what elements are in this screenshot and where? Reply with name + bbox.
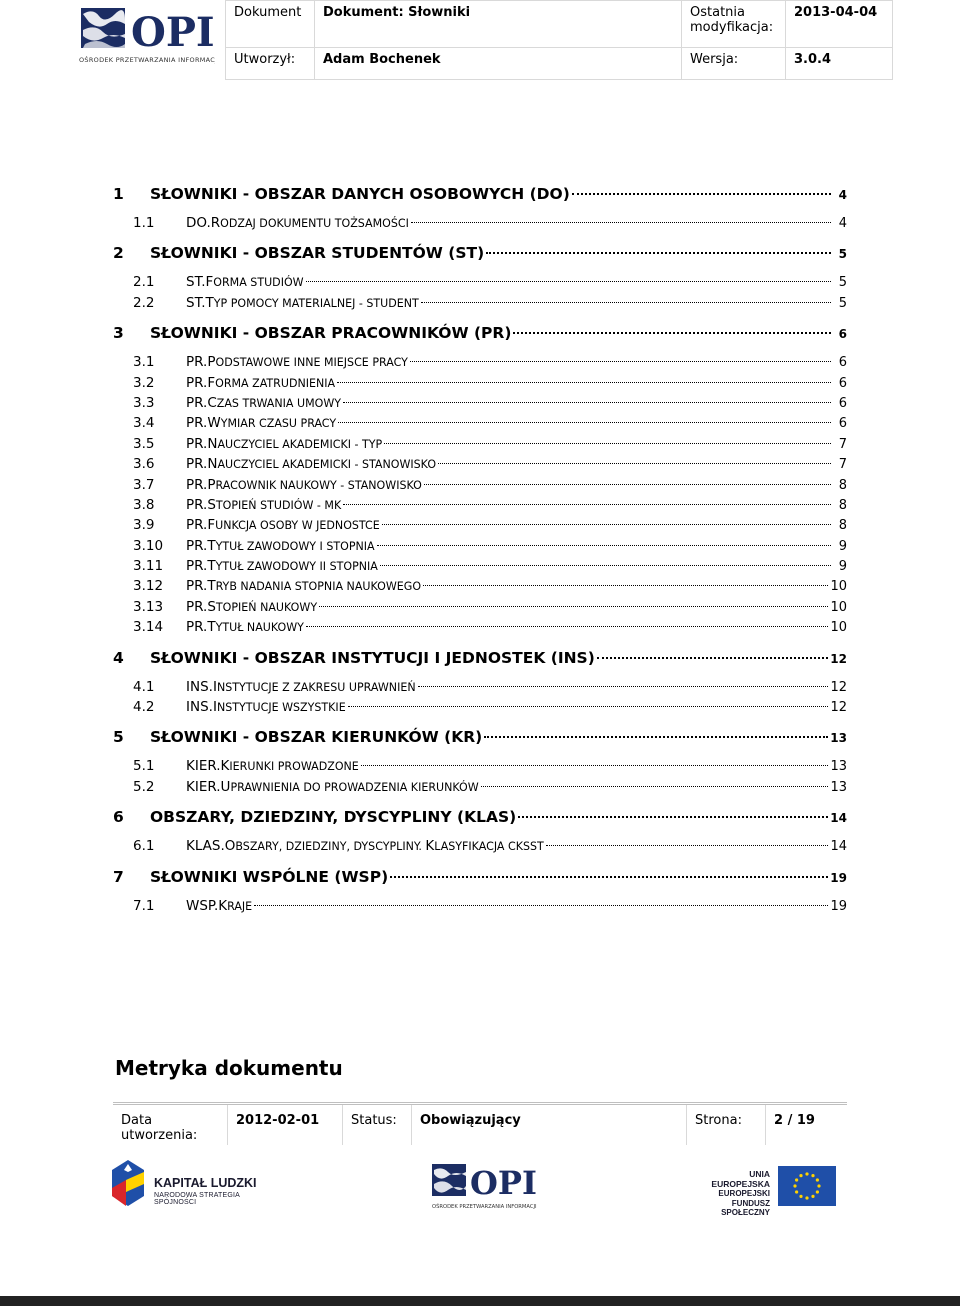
toc-entry-number: 3.13 <box>133 598 164 615</box>
toc-leader-dots <box>377 545 831 546</box>
toc-entry-title: PR.CZAS TRWANIA UMOWY <box>186 394 342 411</box>
toc-entry[interactable] <box>113 413 847 433</box>
toc-entry-title: SŁOWNIKI - OBSZAR KIERUNKÓW (KR) <box>150 728 483 747</box>
toc-entry-page: 8 <box>838 518 847 534</box>
eu-line-1: UNIA EUROPEJSKA <box>711 1169 770 1189</box>
toc-entry-title: PR.NAUCZYCIEL AKADEMICKI - STANOWISKO <box>186 456 437 473</box>
toc-entry[interactable] <box>113 352 847 372</box>
eu-star <box>805 1172 808 1175</box>
toc-entry[interactable] <box>113 434 847 454</box>
metrics-title: Metryka dokumentu <box>115 1056 343 1080</box>
toc-leader-dots <box>597 657 828 659</box>
toc-entry-title: SŁOWNIKI - OBSZAR INSTYTUCJI I JEDNOSTEK (INS) <box>150 648 595 667</box>
toc-entry-page: 14 <box>830 839 847 855</box>
opi-footer-logo <box>432 1164 542 1212</box>
toc-leader-dots <box>418 686 829 687</box>
page-bottom-bar <box>0 1296 960 1306</box>
eu-line-2: EUROPEJSKI <box>718 1189 770 1198</box>
eu-star <box>811 1174 814 1177</box>
kapital-ludzki-subtitle: NARODOWA STRATEGIA SPÓJNOŚCI <box>154 1192 240 1206</box>
toc-entry[interactable] <box>113 239 847 268</box>
toc-entry-number: 3.12 <box>133 578 164 595</box>
toc-entry-page: 5 <box>838 295 847 311</box>
toc-entry[interactable] <box>113 777 847 797</box>
toc-entry-number: 7.1 <box>133 897 155 914</box>
table-of-contents <box>113 180 847 916</box>
toc-entry-title: KIER.KIERUNKI PROWADZONE <box>186 758 359 775</box>
toc-entry-title: PR.PRACOWNIK NAUKOWY - STANOWISKO <box>186 476 422 493</box>
author-value: Adam Bochenek <box>315 48 682 80</box>
toc-leader-dots <box>423 585 828 586</box>
toc-entry-title: WSP.KRAJE <box>186 897 253 914</box>
toc-entry-title: INS.INSTYTUCJE Z ZAKRESU UPRAWNIEŃ <box>186 678 416 695</box>
toc-entry-title: KLAS.OBSZARY, DZIEDZINY, DYSCYPLINY. KLASYFIKACJA CKSST <box>186 838 544 855</box>
toc-entry[interactable] <box>113 495 847 515</box>
toc-entry-number: 3.2 <box>133 374 155 391</box>
toc-leader-dots <box>382 524 831 525</box>
toc-entry[interactable] <box>113 863 847 892</box>
toc-entry-page: 19 <box>830 898 847 914</box>
eu-star <box>811 1195 814 1198</box>
toc-entry-page: 7 <box>838 436 847 452</box>
kapital-ludzki-logo <box>108 1158 278 1208</box>
toc-entry-page: 6 <box>838 355 847 371</box>
toc-leader-dots <box>348 706 829 707</box>
toc-entry-page: 6 <box>838 375 847 391</box>
toc-entry-title: SŁOWNIKI - OBSZAR PRACOWNIKÓW (PR) <box>150 324 512 343</box>
eu-star <box>816 1178 819 1181</box>
page-value: 2 / 19 <box>774 1113 815 1128</box>
eu-star <box>799 1174 802 1177</box>
toc-entry-number: 3.9 <box>133 517 155 534</box>
toc-leader-dots <box>306 281 831 282</box>
toc-leader-dots <box>343 504 831 505</box>
opi-logo-text: OPI <box>131 9 215 56</box>
toc-leader-dots <box>484 736 828 738</box>
toc-leader-dots <box>546 845 829 846</box>
eu-line-3: FUNDUSZ SPOŁECZNY <box>721 1198 770 1217</box>
toc-entry[interactable] <box>113 896 847 916</box>
toc-entry-number: 5.2 <box>133 778 155 795</box>
kapital-ludzki-emblem-icon <box>108 1158 148 1208</box>
toc-entry[interactable] <box>113 723 847 752</box>
toc-entry-number: 3.10 <box>133 537 164 554</box>
version-label: Wersja: <box>682 48 786 80</box>
toc-entry-page: 10 <box>830 579 847 595</box>
eu-star <box>805 1196 808 1199</box>
toc-entry[interactable] <box>113 319 847 348</box>
metrics-table <box>113 1102 847 1145</box>
toc-entry-number: 1 <box>113 185 124 203</box>
toc-leader-dots <box>486 252 831 254</box>
toc-entry-page: 9 <box>838 538 847 554</box>
toc-entry-title: PR.TYTUŁ NAUKOWY <box>186 619 304 636</box>
document-value: Dokument: Słowniki <box>315 1 682 48</box>
author-label: Utworzył: <box>226 48 315 80</box>
status-label: Status: <box>343 1104 412 1146</box>
toc-entry-page: 7 <box>838 457 847 473</box>
toc-entry[interactable] <box>113 644 847 673</box>
toc-entry[interactable] <box>113 556 847 576</box>
toc-entry[interactable] <box>113 454 847 474</box>
toc-entry-page: 12 <box>830 651 847 666</box>
toc-entry-title: PR.WYMIAR CZASU PRACY <box>186 415 337 432</box>
toc-entry[interactable] <box>113 515 847 535</box>
toc-entry-page: 14 <box>830 811 847 826</box>
toc-entry-page: 9 <box>838 559 847 575</box>
toc-entry-number: 3.7 <box>133 476 155 493</box>
eu-logo <box>690 1166 836 1217</box>
toc-leader-dots <box>410 361 831 362</box>
toc-leader-dots <box>254 905 828 906</box>
toc-entry-number: 6 <box>113 808 124 827</box>
toc-leader-dots <box>338 422 831 423</box>
toc-leader-dots <box>343 402 831 403</box>
toc-entry-title: PR.STOPIEŃ STUDIÓW - MK <box>186 496 342 513</box>
toc-entry-number: 3.3 <box>133 394 155 411</box>
toc-entry-page: 6 <box>838 327 847 342</box>
kapital-ludzki-title: KAPITAŁ LUDZKI <box>154 1176 257 1190</box>
toc-leader-dots <box>421 302 831 303</box>
toc-entry-number: 7 <box>113 867 124 886</box>
toc-entry-title: PR.NAUCZYCIEL AKADEMICKI - TYP <box>186 435 383 452</box>
toc-entry[interactable] <box>113 393 847 413</box>
toc-entry[interactable] <box>113 836 847 856</box>
toc-entry[interactable] <box>113 677 847 697</box>
toc-leader-dots <box>513 332 831 334</box>
toc-leader-dots <box>411 222 831 223</box>
footer-logos <box>100 1154 840 1216</box>
eu-star <box>795 1178 798 1181</box>
toc-entry-page: 8 <box>838 497 847 513</box>
opi-footer-logo-text: OPI <box>470 1164 537 1202</box>
toc-entry[interactable] <box>113 272 847 292</box>
toc-entry-number: 3.14 <box>133 619 164 636</box>
toc-leader-dots <box>319 606 828 607</box>
toc-leader-dots <box>572 193 831 195</box>
toc-entry-title: PR.TYTUŁ ZAWODOWY I STOPNIA <box>186 537 375 554</box>
toc-entry-title: PR.FUNKCJA OSOBY W JEDNOSTCE <box>186 517 380 534</box>
eu-flag-icon <box>778 1166 836 1206</box>
eu-star <box>793 1184 796 1187</box>
created-label: Data utworzenia: <box>113 1104 228 1146</box>
eu-star <box>799 1195 802 1198</box>
toc-entry-page: 6 <box>838 395 847 411</box>
toc-entry-title: INS.INSTYTUCJE WSZYSTKIE <box>186 699 346 716</box>
toc-entry-page: 13 <box>830 779 847 795</box>
toc-entry-page: 5 <box>838 275 847 291</box>
toc-entry-number: 3.1 <box>133 354 155 371</box>
toc-entry-title: SŁOWNIKI WSPÓLNE (WSP) <box>150 867 389 886</box>
toc-entry[interactable] <box>113 803 847 832</box>
toc-entry-number: 5.1 <box>133 758 155 775</box>
toc-entry-page: 8 <box>838 477 847 493</box>
toc-entry-title: SŁOWNIKI - OBSZAR DANYCH OSOBOWYCH (DO) <box>150 185 570 203</box>
toc-leader-dots <box>306 626 829 627</box>
toc-entry-number: 2.2 <box>133 294 155 311</box>
toc-entry-title: PR.STOPIEŃ NAUKOWY <box>186 598 318 615</box>
toc-leader-dots <box>361 765 829 766</box>
toc-entry[interactable] <box>113 180 847 209</box>
toc-entry-number: 3.6 <box>133 456 155 473</box>
document-header-table <box>225 0 893 80</box>
toc-entry[interactable] <box>113 475 847 495</box>
toc-entry-title: SŁOWNIKI - OBSZAR STUDENTÓW (ST) <box>150 244 485 263</box>
toc-entry-number: 1.1 <box>133 215 155 231</box>
toc-entry[interactable] <box>113 536 847 556</box>
toc-entry-page: 10 <box>830 599 847 615</box>
toc-entry-title: OBSZARY, DZIEDZINY, DYSCYPLINY (KLAS) <box>150 808 517 827</box>
opi-footer-caption: OŚRODEK PRZETWARZANIA INFORMACJI <box>432 1204 537 1210</box>
toc-entry-title: DO.RODZAJ DOKUMENTU TOŻSAMOŚCI <box>186 215 409 231</box>
eu-star <box>817 1184 820 1187</box>
toc-entry-page: 10 <box>830 620 847 636</box>
toc-entry-number: 4 <box>113 648 124 667</box>
toc-entry[interactable] <box>113 293 847 313</box>
toc-leader-dots <box>384 443 831 444</box>
toc-entry-page: 12 <box>830 700 847 716</box>
toc-entry[interactable] <box>113 697 847 717</box>
toc-leader-dots <box>380 565 831 566</box>
toc-entry-page: 4 <box>838 216 847 231</box>
toc-entry-page: 4 <box>838 188 847 202</box>
toc-leader-dots <box>424 484 831 485</box>
toc-entry-page: 13 <box>830 731 847 746</box>
toc-entry-number: 2.1 <box>133 274 155 291</box>
opi-logo <box>79 4 215 68</box>
toc-leader-dots <box>390 876 828 878</box>
modified-value: 2013-04-04 <box>786 1 893 48</box>
toc-entry-page: 6 <box>838 416 847 432</box>
modified-label: Ostatnia modyfikacja: <box>682 1 786 48</box>
toc-entry[interactable] <box>113 576 847 596</box>
toc-entry-page: 13 <box>830 759 847 775</box>
status-value: Obowiązujący <box>412 1104 687 1146</box>
toc-entry-number: 4.1 <box>133 678 155 695</box>
toc-entry-number: 5 <box>113 728 124 747</box>
toc-entry-page: 19 <box>830 870 847 885</box>
toc-entry-title: PR.TRYB NADANIA STOPNIA NAUKOWEGO <box>186 578 422 595</box>
eu-star <box>816 1190 819 1193</box>
toc-entry[interactable] <box>113 756 847 776</box>
toc-entry-number: 3.11 <box>133 558 164 575</box>
toc-entry[interactable] <box>113 213 847 233</box>
toc-entry-page: 12 <box>830 679 847 695</box>
toc-entry[interactable] <box>113 373 847 393</box>
toc-entry-title: ST.TYP POMOCY MATERIALNEJ - STUDENT <box>186 294 419 311</box>
toc-leader-dots <box>438 463 831 464</box>
toc-entry[interactable] <box>113 597 847 617</box>
toc-entry-number: 3.4 <box>133 415 155 432</box>
toc-leader-dots <box>481 786 829 787</box>
created-value: 2012-02-01 <box>228 1104 343 1146</box>
page-label: Strona: <box>687 1104 766 1146</box>
toc-entry-page: 5 <box>838 247 847 262</box>
toc-entry-title: PR.TYTUŁ ZAWODOWY II STOPNIA <box>186 558 378 575</box>
toc-entry[interactable] <box>113 617 847 637</box>
toc-entry-number: 2 <box>113 244 124 263</box>
toc-entry-number: 3.5 <box>133 435 155 452</box>
toc-entry-title: KIER.UPRAWNIENIA DO PROWADZENIA KIERUNKÓW <box>186 778 479 795</box>
toc-entry-title: PR.PODSTAWOWE INNE MIEJSCE PRACY <box>186 354 408 371</box>
eu-star <box>795 1190 798 1193</box>
toc-leader-dots <box>518 816 828 818</box>
toc-entry-title: PR.FORMA ZATRUDNIENIA <box>186 374 336 391</box>
toc-entry-title: ST.FORMA STUDIÓW <box>186 274 304 291</box>
toc-entry-number: 4.2 <box>133 699 155 716</box>
toc-entry-number: 3.8 <box>133 496 155 513</box>
toc-leader-dots <box>337 382 831 383</box>
toc-entry-number: 6.1 <box>133 838 155 855</box>
document-label: Dokument <box>226 1 315 48</box>
version-value: 3.0.4 <box>786 48 893 80</box>
toc-entry-number: 3 <box>113 324 124 343</box>
opi-logo-caption: OŚRODEK PRZETWARZANIA INFORMACJI <box>79 56 215 64</box>
